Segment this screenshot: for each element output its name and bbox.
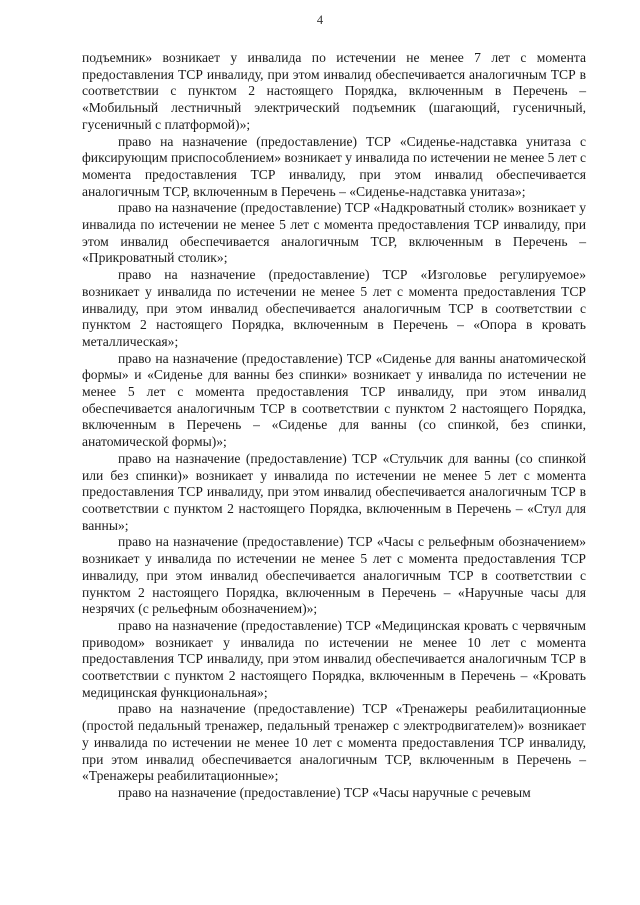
paragraph: право на назначение (предоставление) ТСР «Надкроватный столик» возникает у инвалида по истечении не менее 5 лет с момента предоставления ТСР инвалиду, при этом инвалид обеспечивается аналогичным ТСР, включенным в Перечень – «Прикроватный столик»;	[82, 200, 586, 266]
paragraph: право на назначение (предоставление) ТСР «Часы наручные с речевым	[118, 784, 531, 800]
paragraph: право на назначение (предоставление) ТСР «Изголовье регулируемое» возникает у инвалида по истечении не менее 5 лет с момента предоставления ТСР инвалиду, при этом инвалид обеспечивается аналогичным ТСР в соответствии с пунктом 2 настоящего Порядка, включенным в Перечень – «Опора в кровать металлическая»;	[82, 267, 586, 349]
paragraph: право на назначение (предоставление) ТСР «Часы с рельефным обозначением» возникает у инвалида по истечении не менее 5 лет с момента предоставления ТСР инвалиду, при этом инвалид обеспечивается аналогичным ТСР в соответствии с пунктом 2 настоящего Порядка, включенным в Перечень – «Наручные часы для незрячих (с рельефным обозначением)»;	[82, 534, 586, 617]
paragraph: право на назначение (предоставление) ТСР «Медицинская кровать с червячным приводом» возникает у инвалида по истечении не менее 10 лет с момента предоставления ТСР инвалиду, при этом инвалид обеспечивается аналогичным ТСР в соответствии с пунктом 2 настоящего Порядка, включенным в Перечень – «Кровать медицинская функциональная»;	[82, 617, 586, 700]
paragraph: право на назначение (предоставление) ТСР «Сиденье для ванны анатомической формы» и «Сиденье для ванны без спинки» возникает у инвалида по истечении не менее 5 лет с момента предоставления ТСР инвалиду, при этом инвалид обеспечивается аналогичным ТСР в соответствии с пунктом 2 настоящего Порядка, включенным в Перечень – «Сиденье для ванны (со спинкой, без спинки, анатомической формы)»;	[82, 350, 586, 450]
paragraph-continuation: подъемник» возникает у инвалида по истечении не менее 7 лет с момента предоставления ТСР инвалиду, при этом инвалид обеспечивается аналогичным ТСР в соответствии с пунктом 2 настоящего Порядка, включенным в Перечень – «Мобильный лестничный электрический подъемник (шагающий, гусеничный, гусеничный с платформой)»;	[82, 50, 586, 132]
page-number: 4	[316, 13, 324, 27]
paragraph: право на назначение (предоставление) ТСР «Сиденье-надставка унитаза с фиксирующим приспособлением» возникает у инвалида по истечении не менее 5 лет с момента предоставления ТСР инвалиду, при этом инвалид обеспечивается аналогичным ТСР, включенным в Перечень – «Сиденье-надставка унитаза»;	[82, 133, 586, 199]
document-body	[82, 50, 586, 802]
paragraph: право на назначение (предоставление) ТСР «Стульчик для ванны (со спинкой или без спинки)» возникает у инвалида по истечении не менее 5 лет с момента предоставления ТСР инвалиду, при этом инвалид обеспечивается аналогичным ТСР в соответствии с пунктом 2 настоящего Порядка, включенным в Перечень – «Стул для ванны»;	[82, 450, 586, 533]
paragraph: право на назначение (предоставление) ТСР «Тренажеры реабилитационные (простой педальный тренажер, педальный тренажер с электродвигателем)» возникает у инвалида по истечении не менее 10 лет с момента предоставления ТСР инвалиду, при этом инвалид обеспечивается аналогичным ТСР, включенным в Перечень – «Тренажеры реабилитационные»;	[82, 701, 586, 784]
